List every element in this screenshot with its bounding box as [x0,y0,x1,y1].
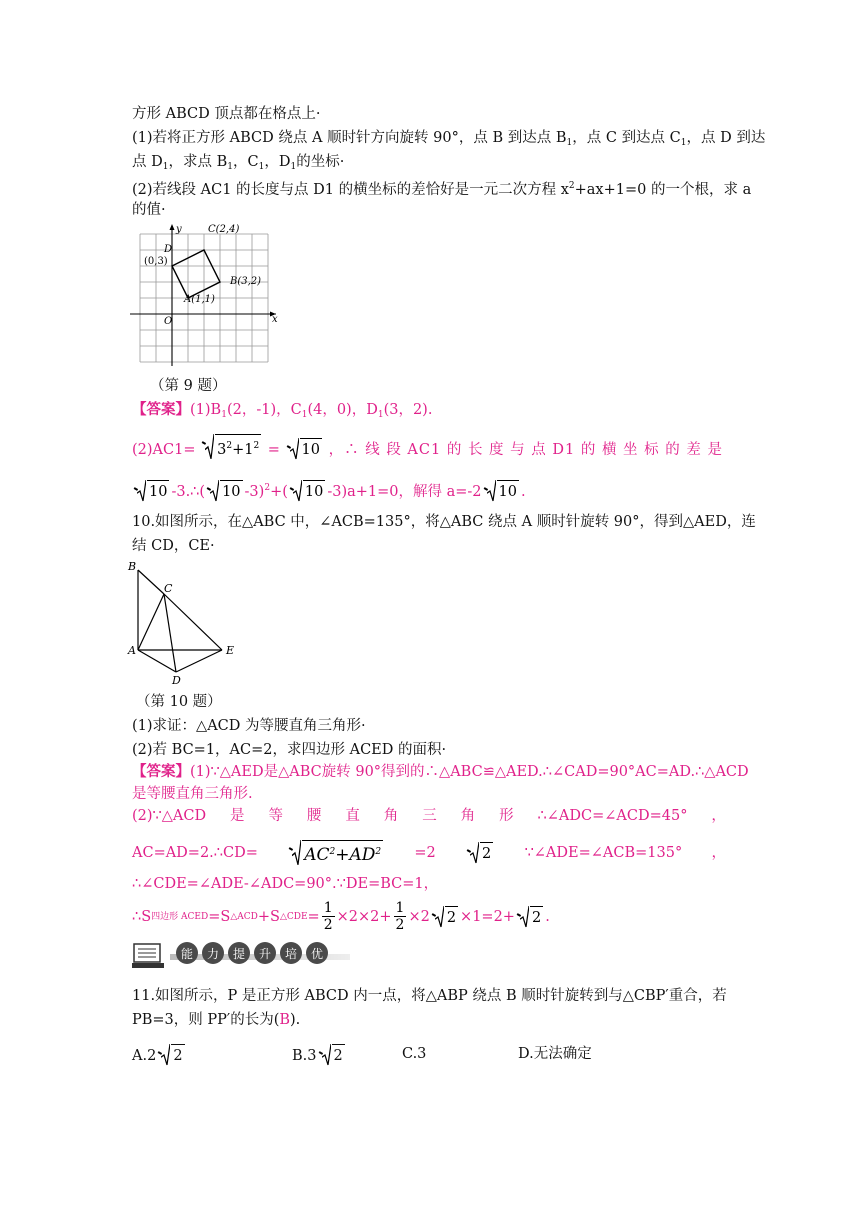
label-b: B [128,560,137,573]
section-banner [132,940,352,974]
answer-word: 三 [422,808,437,824]
x-axis-label: x [272,314,278,325]
label-d: D [172,674,181,686]
option-c[interactable]: C.3 [402,1046,427,1062]
point-d-label: D [164,244,173,255]
q9-figure [126,220,286,368]
option-a[interactable]: A.2 2 [132,1044,187,1066]
option-b[interactable]: B.3 2 [292,1044,347,1066]
answer-word: ， [711,808,726,824]
q10-answer-2 [132,806,726,826]
q9-part1-line1: (1)若将正方形 ABCD 绕点 A 顺时针方向旋转 90°，点 B 到达点 $B_1$，点 C 到达点 $C_1$，点 D 到达 [132,130,766,148]
banner-char: 升 [254,942,276,964]
q9-part2-line2: 的值· [132,202,166,218]
answer-word: 是 [230,808,245,824]
q11-line2: PB=3，则 PP′的长为(B). [132,1012,301,1028]
q10-answer-4: ∴∠CDE=∠ADE-∠ADC=90°.∵DE=BC=1， [132,876,439,892]
q9-answer-2: (2)AC1= $3^2+1^2$ = 10 ，∴ 线 段 AC1 的 长 度 与 点 D1 的 横 坐 标 的 差 是 [132,434,723,460]
q9-part1-line2: 点 $D_1$，求点 $B_1$，$C_1$，$D_1$的坐标· [132,154,345,172]
book-icon [132,940,164,970]
answer-word: 形 [499,808,514,824]
q10-caption: （第 10 题） [136,694,222,710]
option-d[interactable]: D.无法确定 [518,1046,592,1062]
q10-answer-1: 【答案】(1)∵△AED是△ABC旋转 90°得到的∴△ABC≌△AED.∴∠CAD=90°AC=AD.∴△ACD [132,763,749,780]
point-b-label: B(3,2) [230,276,262,287]
q10-answer-5: ∴S 四边形 ACED =S △ACD +S △CDE = $\frac{1}{2}$ ×2×2+ $\frac{1}{2}$ ×2 2 ×1=2+ 2 . [132,900,550,933]
q10-answer-1b: 是等腰直角三角形. [132,786,253,802]
banner-char: 力 [202,942,224,964]
q10-part1: (1)求证：△ACD 为等腰直角三角形· [132,718,366,734]
q11-answer: B [279,1012,291,1028]
point-d-coord: (0,3) [144,256,168,267]
label-a: A [128,644,136,657]
q10-line2: 结 CD，CE· [132,538,215,554]
answer-word: 角 [383,808,399,824]
q11-line1: 11.如图所示，P 是正方形 ABCD 内一点，将△ABP 绕点 B 顺时针旋转到与△CBP′重合，若 [132,988,727,1004]
y-axis-label: y [176,224,182,235]
q11-options [132,1044,732,1068]
point-c-label: C(2,4) [208,224,240,235]
point-a-label: A(1,1) [184,294,215,305]
origin-label: O [164,316,173,327]
q9-answer-1: 【答案】$(1)B_1(2$，-1)，$C_1(4$，0)，$D_1(3$，2). [132,401,433,420]
q9-answer-3: 10 -3.∴( 10 -3)$^2$+( 10 -3)a+1=0，解得 a=-2 10 . [132,478,526,502]
answer-word: 直 [345,808,360,824]
answer-word: 角 [460,808,476,824]
q9-caption: （第 9 题） [150,378,227,394]
label-c: C [164,582,173,595]
q10-answer-3: AC=AD=2.∴CD= $AC^2+AD^2$ =2 2 ∵∠ADE=∠ACB=135° ， [132,840,726,866]
q9-part2-line1: (2)若线段 AC1 的长度与点 D1 的横坐标的差恰好是一元二次方程 $x^2+ax+1=0$ 的一个根，求 a [132,181,752,198]
banner-char: 优 [306,942,328,964]
answer-word: 腰 [306,808,322,824]
answer-word: 等 [268,808,283,824]
q10-part2: (2)若 BC=1，AC=2，求四边形 ACED 的面积· [132,742,447,758]
q10-figure [126,558,244,686]
banner-char: 培 [280,942,302,964]
banner-char: 提 [228,942,250,964]
answer-word: (2)∵△ACD [132,808,207,824]
label-e: E [226,644,235,657]
banner-char: 能 [176,942,198,964]
q10-line1: 10.如图所示，在△ABC 中，∠ACB=135°，将△ABC 绕点 A 顺时针旋转 90°，得到△AED，连 [132,514,756,530]
answer-word: ∴∠ADC=∠ACD=45° [537,808,688,824]
q9-intro: 方形 ABCD 顶点都在格点上· [132,106,321,122]
